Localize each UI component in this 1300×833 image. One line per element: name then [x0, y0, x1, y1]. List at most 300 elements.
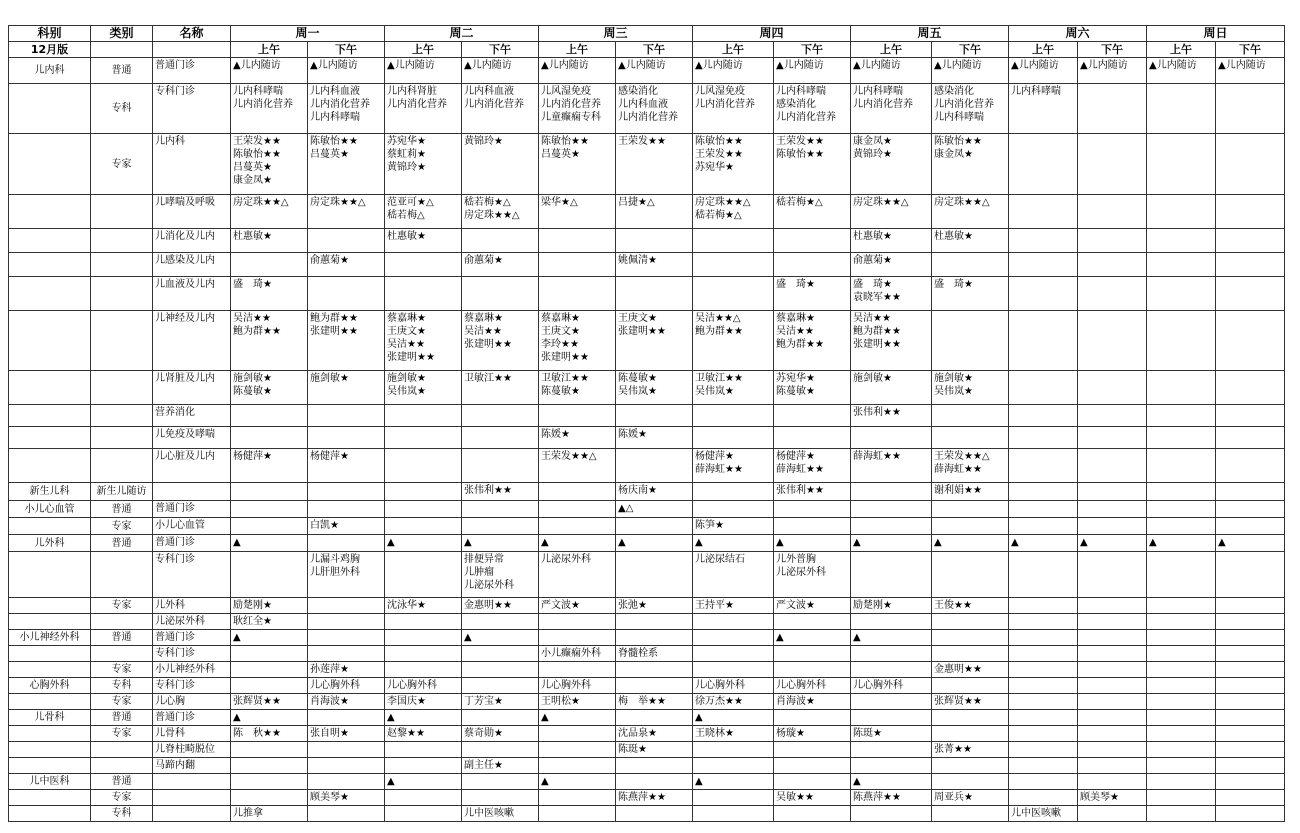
- schedule-slot-cell: ▲: [851, 774, 932, 790]
- table-row: [9, 84, 1285, 134]
- clinic-name-cell: 普通门诊: [153, 630, 231, 646]
- schedule-slot-cell: [1147, 501, 1216, 518]
- schedule-slot-cell: [1009, 662, 1078, 678]
- schedule-slot-cell: [1147, 694, 1216, 710]
- schedule-slot-cell: ▲儿内随访: [1009, 58, 1078, 84]
- schedule-slot-cell: [932, 253, 1009, 277]
- clinic-name-cell: 儿肾脏及儿内: [153, 371, 231, 405]
- schedule-slot-cell: [851, 552, 932, 598]
- schedule-slot-cell: [616, 678, 693, 694]
- schedule-slot-cell: [1216, 758, 1285, 774]
- schedule-slot-cell: [693, 427, 774, 449]
- department-cell: 新生儿科: [9, 483, 91, 501]
- schedule-slot-cell: ▲: [1078, 535, 1147, 552]
- schedule-slot-cell: ▲儿内随访: [385, 58, 462, 84]
- schedule-slot-cell: [1147, 742, 1216, 758]
- schedule-slot-cell: [385, 253, 462, 277]
- schedule-slot-cell: [1078, 598, 1147, 614]
- schedule-slot-cell: 盛 琦★ 袁晓军★★: [851, 277, 932, 311]
- category-cell: 专家: [91, 662, 153, 678]
- table-row: [9, 758, 1285, 774]
- schedule-slot-cell: 儿中医咳嗽: [1009, 806, 1078, 822]
- schedule-slot-cell: [932, 405, 1009, 427]
- table-row: [9, 134, 1285, 195]
- schedule-slot-cell: 励楚刚★: [851, 598, 932, 614]
- schedule-slot-cell: [693, 662, 774, 678]
- schedule-slot-cell: [231, 678, 308, 694]
- schedule-slot-cell: [1009, 134, 1078, 195]
- schedule-slot-cell: [385, 449, 462, 483]
- schedule-slot-cell: 范亚可★△ 嵇若梅△: [385, 195, 462, 229]
- schedule-slot-cell: [462, 277, 539, 311]
- schedule-slot-cell: 俞蕙菊★: [462, 253, 539, 277]
- schedule-slot-cell: 杜惠敏★: [932, 229, 1009, 253]
- schedule-slot-cell: [1147, 758, 1216, 774]
- schedule-slot-cell: 房定珠★★△: [851, 195, 932, 229]
- table-row: [9, 630, 1285, 646]
- schedule-slot-cell: [462, 501, 539, 518]
- category-cell: 普通: [91, 501, 153, 518]
- schedule-slot-cell: [851, 483, 932, 501]
- schedule-slot-cell: ▲: [385, 710, 462, 726]
- schedule-slot-cell: [539, 253, 616, 277]
- schedule-slot-cell: [851, 758, 932, 774]
- category-cell: [91, 311, 153, 371]
- schedule-slot-cell: [932, 501, 1009, 518]
- clinic-name-cell: 儿心胸: [153, 694, 231, 710]
- schedule-slot-cell: 房定珠★★△: [231, 195, 308, 229]
- schedule-slot-cell: [693, 405, 774, 427]
- schedule-slot-cell: ▲: [693, 710, 774, 726]
- schedule-slot-cell: 陈敏怡★★ 康金凤★: [932, 134, 1009, 195]
- schedule-slot-cell: 苏宛华★ 蔡虹莉★ 黄锦玲★: [385, 134, 462, 195]
- schedule-slot-cell: [1216, 449, 1285, 483]
- schedule-slot-cell: [308, 774, 385, 790]
- schedule-slot-cell: [308, 742, 385, 758]
- schedule-slot-cell: 蔡奇勋★: [462, 726, 539, 742]
- header-day-tue: 周二: [385, 26, 539, 42]
- schedule-slot-cell: [231, 774, 308, 790]
- schedule-slot-cell: [1216, 229, 1285, 253]
- clinic-name-cell: 儿神经及儿内: [153, 311, 231, 371]
- schedule-slot-cell: [231, 405, 308, 427]
- schedule-slot-cell: ▲儿内随访: [462, 58, 539, 84]
- table-row: [9, 229, 1285, 253]
- schedule-slot-cell: [231, 646, 308, 662]
- department-cell: [9, 449, 91, 483]
- schedule-slot-cell: [1078, 694, 1147, 710]
- schedule-slot-cell: [231, 253, 308, 277]
- header-category: 类别: [91, 26, 153, 42]
- schedule-slot-cell: [1147, 253, 1216, 277]
- schedule-slot-cell: 陈敏怡★★ 吕蔓英★: [539, 134, 616, 195]
- schedule-slot-cell: 蔡嘉琳★ 王庚文★ 吴洁★★ 张建明★★: [385, 311, 462, 371]
- schedule-slot-cell: 吴洁★★ 鲍为群★★ 张建明★★: [851, 311, 932, 371]
- schedule-slot-cell: [693, 229, 774, 253]
- schedule-slot-cell: 施剑敏★: [308, 371, 385, 405]
- schedule-slot-cell: [308, 646, 385, 662]
- table-row: [9, 678, 1285, 694]
- schedule-slot-cell: 鲍为群★★ 张建明★★: [308, 311, 385, 371]
- schedule-slot-cell: [539, 806, 616, 822]
- category-cell: 专家: [91, 598, 153, 614]
- schedule-slot-cell: 陈蔓敏★ 吴伟岚★: [616, 371, 693, 405]
- department-cell: [9, 405, 91, 427]
- schedule-slot-cell: ▲: [1147, 535, 1216, 552]
- schedule-slot-cell: 杜惠敏★: [385, 229, 462, 253]
- schedule-slot-cell: 顾美琴★: [308, 790, 385, 806]
- schedule-slot-cell: [1147, 806, 1216, 822]
- department-cell: [9, 614, 91, 630]
- schedule-slot-cell: 副主任★: [462, 758, 539, 774]
- schedule-slot-cell: [1147, 134, 1216, 195]
- header-pm: 下午: [1078, 42, 1147, 58]
- schedule-slot-cell: 杨健萍★ 薛海虹★★: [693, 449, 774, 483]
- schedule-slot-cell: [1147, 405, 1216, 427]
- schedule-slot-cell: ▲: [693, 535, 774, 552]
- schedule-slot-cell: [932, 630, 1009, 646]
- clinic-name-cell: 普通门诊: [153, 535, 231, 552]
- clinic-name-cell: 马蹄内翻: [153, 758, 231, 774]
- schedule-slot-cell: [1216, 806, 1285, 822]
- schedule-slot-cell: [1147, 790, 1216, 806]
- schedule-slot-cell: [932, 678, 1009, 694]
- schedule-slot-cell: [1078, 742, 1147, 758]
- schedule-slot-cell: [1009, 311, 1078, 371]
- category-cell: 普通: [91, 710, 153, 726]
- schedule-slot-cell: 小儿癫痫外科: [539, 646, 616, 662]
- schedule-slot-cell: [539, 630, 616, 646]
- schedule-slot-cell: ▲: [231, 630, 308, 646]
- schedule-slot-cell: [1078, 483, 1147, 501]
- schedule-slot-cell: [462, 742, 539, 758]
- schedule-slot-cell: [539, 518, 616, 535]
- schedule-slot-cell: 吴敏★★: [774, 790, 851, 806]
- header-pm: 下午: [774, 42, 851, 58]
- schedule-slot-cell: 杨健萍★ 薛海虹★★: [774, 449, 851, 483]
- header-blank-1: [91, 42, 153, 58]
- schedule-slot-cell: 儿内科肾脏 儿内消化营养: [385, 84, 462, 134]
- category-cell: 专家: [91, 726, 153, 742]
- schedule-slot-cell: ▲: [693, 774, 774, 790]
- schedule-slot-cell: [231, 662, 308, 678]
- schedule-slot-cell: [1078, 405, 1147, 427]
- schedule-slot-cell: [462, 229, 539, 253]
- schedule-slot-cell: [231, 552, 308, 598]
- schedule-slot-cell: [1009, 253, 1078, 277]
- header-day-fri: 周五: [851, 26, 1009, 42]
- table-row: [9, 449, 1285, 483]
- schedule-slot-cell: 严文波★: [774, 598, 851, 614]
- schedule-slot-cell: [693, 758, 774, 774]
- table-row: [9, 662, 1285, 678]
- schedule-slot-cell: [1216, 694, 1285, 710]
- schedule-slot-cell: ▲: [774, 535, 851, 552]
- schedule-slot-cell: [851, 427, 932, 449]
- schedule-slot-cell: 张伟利★★: [851, 405, 932, 427]
- schedule-slot-cell: 陈 秋★★: [231, 726, 308, 742]
- schedule-slot-cell: ▲儿内随访: [851, 58, 932, 84]
- schedule-slot-cell: [1009, 646, 1078, 662]
- schedule-slot-cell: ▲: [539, 774, 616, 790]
- schedule-slot-cell: [1147, 614, 1216, 630]
- schedule-slot-cell: [1009, 518, 1078, 535]
- schedule-slot-cell: 儿内科哮喘 感染消化 儿内消化营养: [774, 84, 851, 134]
- schedule-slot-cell: [539, 501, 616, 518]
- schedule-slot-cell: 孙莲萍★: [308, 662, 385, 678]
- schedule-slot-cell: [1009, 405, 1078, 427]
- schedule-slot-cell: 蔡嘉琳★ 吴洁★★ 张建明★★: [462, 311, 539, 371]
- category-cell: 专家: [91, 790, 153, 806]
- department-cell: 儿骨科: [9, 710, 91, 726]
- schedule-slot-cell: 俞蕙菊★: [308, 253, 385, 277]
- department-cell: [9, 790, 91, 806]
- schedule-slot-cell: [231, 483, 308, 501]
- table-row: [9, 311, 1285, 371]
- schedule-slot-cell: [1147, 646, 1216, 662]
- schedule-slot-cell: 儿心胸外科: [774, 678, 851, 694]
- schedule-slot-cell: [385, 614, 462, 630]
- schedule-slot-cell: [851, 501, 932, 518]
- schedule-slot-cell: 沈泳华★: [385, 598, 462, 614]
- schedule-slot-cell: 儿心胸外科: [693, 678, 774, 694]
- schedule-slot-cell: [1216, 253, 1285, 277]
- clinic-name-cell: 普通门诊: [153, 710, 231, 726]
- schedule-slot-cell: [1147, 311, 1216, 371]
- schedule-slot-cell: [1009, 598, 1078, 614]
- schedule-slot-cell: [1216, 742, 1285, 758]
- schedule-slot-cell: [385, 427, 462, 449]
- schedule-slot-cell: [851, 646, 932, 662]
- schedule-slot-cell: 姚佩清★: [616, 253, 693, 277]
- schedule-slot-cell: 陈敏怡★★ 吕蔓英★: [308, 134, 385, 195]
- schedule-slot-cell: [462, 405, 539, 427]
- schedule-slot-cell: 杨璇★: [774, 726, 851, 742]
- schedule-slot-cell: [1078, 195, 1147, 229]
- schedule-slot-cell: [1078, 371, 1147, 405]
- schedule-slot-cell: [385, 790, 462, 806]
- schedule-slot-cell: [1078, 614, 1147, 630]
- schedule-slot-cell: [1147, 277, 1216, 311]
- schedule-slot-cell: 施剑敏★ 吴伟岚★: [385, 371, 462, 405]
- schedule-slot-cell: 儿风湿免疫 儿内消化营养: [693, 84, 774, 134]
- schedule-slot-cell: [774, 710, 851, 726]
- schedule-slot-cell: [932, 710, 1009, 726]
- schedule-slot-cell: 肖海波★: [774, 694, 851, 710]
- category-cell: [91, 646, 153, 662]
- schedule-slot-cell: ▲儿内随访: [1216, 58, 1285, 84]
- table-row: [9, 405, 1285, 427]
- schedule-slot-cell: [308, 630, 385, 646]
- schedule-slot-cell: ▲: [851, 535, 932, 552]
- schedule-slot-cell: [616, 518, 693, 535]
- schedule-slot-cell: 赵黎★★: [385, 726, 462, 742]
- table-row: [9, 277, 1285, 311]
- schedule-slot-cell: [616, 710, 693, 726]
- schedule-slot-cell: ▲: [231, 535, 308, 552]
- department-cell: [9, 311, 91, 371]
- schedule-body: [9, 58, 1285, 822]
- header-pm: 下午: [932, 42, 1009, 58]
- department-cell: [9, 662, 91, 678]
- schedule-slot-cell: ▲△: [616, 501, 693, 518]
- schedule-slot-cell: ▲: [539, 710, 616, 726]
- category-cell: [91, 195, 153, 229]
- schedule-slot-cell: 徐万杰★★: [693, 694, 774, 710]
- clinic-name-cell: 专科门诊: [153, 646, 231, 662]
- schedule-slot-cell: [1216, 614, 1285, 630]
- schedule-slot-cell: ▲儿内随访: [231, 58, 308, 84]
- schedule-slot-cell: [1078, 758, 1147, 774]
- schedule-slot-cell: 张伟利★★: [774, 483, 851, 501]
- schedule-slot-cell: [462, 662, 539, 678]
- schedule-slot-cell: [385, 662, 462, 678]
- header-dept: 科别: [9, 26, 91, 42]
- clinic-name-cell: 普通门诊: [153, 58, 231, 84]
- schedule-slot-cell: 嵇若梅★△ 房定珠★★△: [462, 195, 539, 229]
- department-cell: [9, 371, 91, 405]
- clinic-name-cell: 专科门诊: [153, 678, 231, 694]
- schedule-slot-cell: [231, 518, 308, 535]
- schedule-slot-cell: [851, 806, 932, 822]
- schedule-slot-cell: [1078, 501, 1147, 518]
- schedule-slot-cell: 杜惠敏★: [231, 229, 308, 253]
- category-cell: [91, 229, 153, 253]
- schedule-slot-cell: ▲: [1009, 535, 1078, 552]
- category-cell: 专科: [91, 806, 153, 822]
- schedule-slot-cell: ▲: [385, 774, 462, 790]
- schedule-slot-cell: [1078, 311, 1147, 371]
- schedule-slot-cell: [616, 662, 693, 678]
- schedule-slot-cell: [462, 710, 539, 726]
- header-pm: 下午: [308, 42, 385, 58]
- schedule-slot-cell: [539, 483, 616, 501]
- department-cell: [9, 253, 91, 277]
- schedule-slot-cell: [1147, 774, 1216, 790]
- schedule-slot-cell: [1009, 774, 1078, 790]
- schedule-slot-cell: [1009, 758, 1078, 774]
- header-am: 上午: [1009, 42, 1078, 58]
- schedule-slot-cell: [1147, 483, 1216, 501]
- table-row: [9, 774, 1285, 790]
- schedule-slot-cell: 陈燕萍★★: [616, 790, 693, 806]
- schedule-slot-cell: [1009, 614, 1078, 630]
- schedule-slot-cell: 房定珠★★△: [308, 195, 385, 229]
- schedule-slot-cell: 陈媛★: [539, 427, 616, 449]
- schedule-slot-cell: [539, 229, 616, 253]
- schedule-slot-cell: [1147, 662, 1216, 678]
- schedule-slot-cell: [1009, 790, 1078, 806]
- schedule-slot-cell: [851, 662, 932, 678]
- department-cell: 儿内科: [9, 58, 91, 84]
- schedule-slot-cell: [932, 427, 1009, 449]
- schedule-slot-cell: [308, 710, 385, 726]
- schedule-slot-cell: [1078, 229, 1147, 253]
- department-cell: [9, 598, 91, 614]
- schedule-slot-cell: [385, 742, 462, 758]
- schedule-slot-cell: [1009, 678, 1078, 694]
- category-cell: 普通: [91, 630, 153, 646]
- schedule-slot-cell: [616, 614, 693, 630]
- header-row-days: [9, 26, 1285, 42]
- schedule-slot-cell: [385, 501, 462, 518]
- clinic-name-cell: 小儿心血管: [153, 518, 231, 535]
- category-cell: [91, 614, 153, 630]
- category-cell: 普通: [91, 58, 153, 84]
- header-day-thu: 周四: [693, 26, 851, 42]
- schedule-slot-cell: 蔡嘉琳★ 吴洁★★ 鲍为群★★: [774, 311, 851, 371]
- schedule-slot-cell: [539, 614, 616, 630]
- schedule-slot-cell: 儿内科血液 儿内消化营养: [462, 84, 539, 134]
- schedule-slot-cell: [1216, 630, 1285, 646]
- schedule-slot-cell: 沈品泉★: [616, 726, 693, 742]
- schedule-slot-cell: 张辉贤★★: [932, 694, 1009, 710]
- clinic-name-cell: 儿免疫及哮喘: [153, 427, 231, 449]
- schedule-slot-cell: [1078, 427, 1147, 449]
- schedule-slot-cell: [851, 694, 932, 710]
- schedule-slot-cell: ▲儿内随访: [693, 58, 774, 84]
- header-pm: 下午: [616, 42, 693, 58]
- schedule-slot-cell: [539, 790, 616, 806]
- schedule-slot-cell: [1147, 630, 1216, 646]
- header-am: 上午: [385, 42, 462, 58]
- schedule-slot-cell: [693, 646, 774, 662]
- schedule-slot-cell: 康金凤★ 黄锦玲★: [851, 134, 932, 195]
- schedule-slot-cell: [693, 501, 774, 518]
- clinic-name-cell: 营养消化: [153, 405, 231, 427]
- department-cell: [9, 518, 91, 535]
- table-row: [9, 552, 1285, 598]
- schedule-slot-cell: ▲儿内随访: [774, 58, 851, 84]
- schedule-slot-cell: [774, 758, 851, 774]
- schedule-slot-cell: [1147, 84, 1216, 134]
- schedule-slot-cell: [1216, 371, 1285, 405]
- schedule-slot-cell: 吴洁★★△ 鲍为群★★: [693, 311, 774, 371]
- table-row: [9, 253, 1285, 277]
- schedule-slot-cell: [1078, 134, 1147, 195]
- category-cell: [91, 449, 153, 483]
- schedule-slot-cell: 王明松★: [539, 694, 616, 710]
- schedule-slot-cell: [1216, 726, 1285, 742]
- schedule-slot-cell: [693, 630, 774, 646]
- schedule-slot-cell: [1216, 311, 1285, 371]
- schedule-slot-cell: ▲: [231, 710, 308, 726]
- schedule-slot-cell: 肖海波★: [308, 694, 385, 710]
- schedule-slot-cell: [1216, 678, 1285, 694]
- schedule-slot-cell: [1216, 518, 1285, 535]
- schedule-slot-cell: [1147, 371, 1216, 405]
- schedule-slot-cell: [462, 790, 539, 806]
- category-cell: 普通: [91, 535, 153, 552]
- schedule-slot-cell: [1078, 253, 1147, 277]
- schedule-slot-cell: ▲: [385, 535, 462, 552]
- schedule-slot-cell: [1147, 449, 1216, 483]
- schedule-slot-cell: 儿内科血液 儿内消化营养 儿内科哮喘: [308, 84, 385, 134]
- schedule-slot-cell: ▲儿内随访: [1147, 58, 1216, 84]
- schedule-slot-cell: [1216, 598, 1285, 614]
- schedule-slot-cell: [774, 806, 851, 822]
- clinic-name-cell: 儿内科: [153, 134, 231, 195]
- schedule-slot-cell: [1009, 742, 1078, 758]
- schedule-slot-cell: [539, 742, 616, 758]
- department-cell: 心胸外科: [9, 678, 91, 694]
- schedule-slot-cell: [932, 614, 1009, 630]
- schedule-slot-cell: [1147, 229, 1216, 253]
- schedule-slot-cell: [1078, 774, 1147, 790]
- clinic-name-cell: 专科门诊: [153, 84, 231, 134]
- schedule-slot-cell: [1147, 195, 1216, 229]
- header-am: 上午: [539, 42, 616, 58]
